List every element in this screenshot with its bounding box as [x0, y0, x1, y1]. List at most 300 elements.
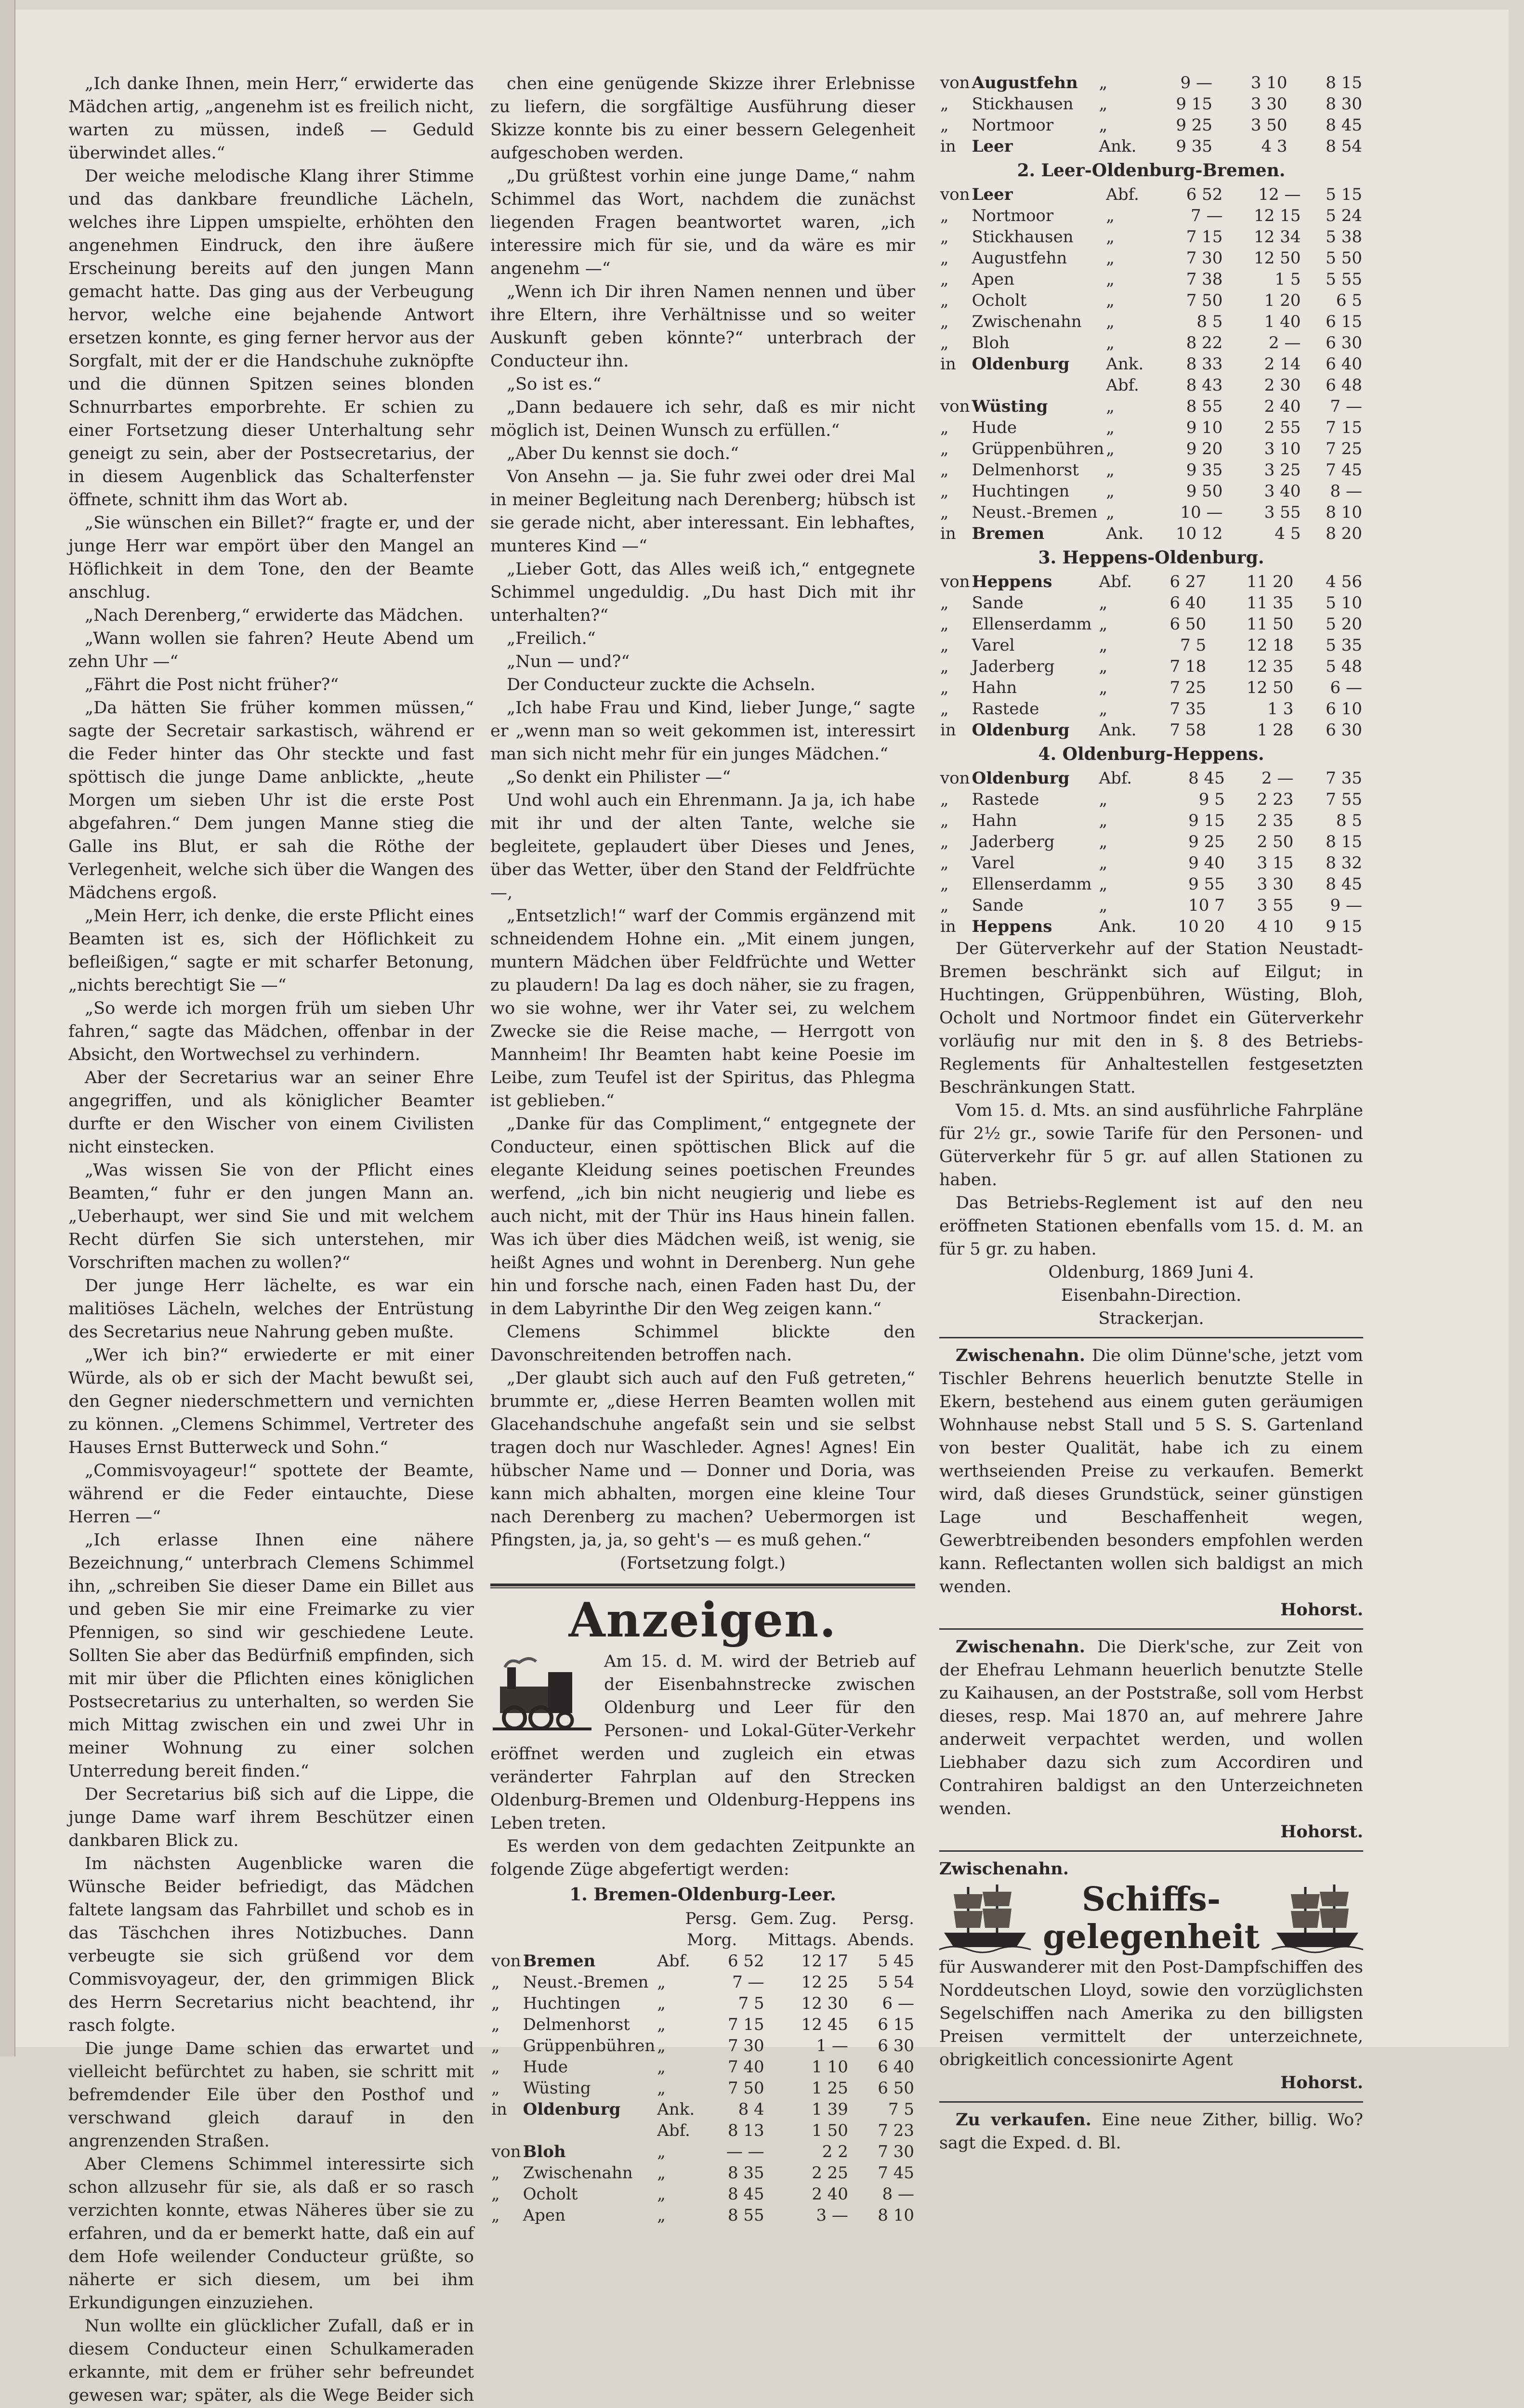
timetable-label: „ [940, 678, 949, 697]
departure-time: 12 18 [1247, 636, 1294, 655]
timetable-label: „ [657, 1994, 666, 2013]
timetable-label: „ [1099, 678, 1108, 697]
timetable-label: Abf. [1106, 376, 1139, 395]
station-name: Apen [972, 270, 1014, 289]
departure-time: 1 28 [1257, 720, 1294, 740]
timetable-label: „ [1106, 227, 1115, 247]
timetable-label: „ [657, 2163, 666, 2183]
departure-time: 7 — [1330, 397, 1362, 416]
departure-time: 8 5 [1196, 312, 1223, 331]
departure-time: 9 15 [1326, 917, 1362, 936]
departure-time: 6 15 [1326, 312, 1362, 331]
station-name: Neust.-Bremen [523, 1973, 649, 1992]
departure-time: 7 50 [1186, 291, 1223, 310]
departure-time: 9 35 [1176, 137, 1213, 156]
departure-time: 6 30 [1326, 720, 1362, 740]
story-paragraph: Der junge Herr lächelte, es war ein malitiöses Lächeln, welches der Entrüstung des Secretarius neue Nahrung geben mußte. [68, 1276, 474, 1342]
departure-time: 7 23 [878, 2121, 914, 2140]
station-name: Zwischenahn [972, 312, 1082, 331]
departure-time: 6 48 [1326, 376, 1362, 395]
timetable-row [939, 852, 1363, 874]
timetable-row [939, 768, 1363, 789]
timetable-1 [490, 1950, 915, 2226]
station-name: Bloh [972, 333, 1010, 353]
departure-time: 12 15 [1254, 206, 1301, 225]
departure-time: 12 30 [801, 1994, 848, 2013]
timetable-label [490, 2120, 522, 2141]
departure-time: 6 15 [878, 2015, 914, 2034]
departure-time: 7 38 [1186, 270, 1223, 289]
departure-time: 1 5 [1274, 270, 1301, 289]
story-paragraph: Nun wollte ein glücklicher Zufall, daß er in diesem Conducteur einen Schulkameraden erkannte, mit dem er früher sehr befreundet gewesen war; später, als die Wege Beider sich [68, 2316, 474, 2405]
timetable-label: „ [940, 503, 949, 522]
departure-time: 3 30 [1250, 94, 1288, 114]
timetable-label: „ [940, 439, 949, 458]
timetable-label: „ [940, 636, 949, 655]
story-paragraph: (Fortsetzung folgt.) [619, 1554, 786, 1573]
timetable-row [939, 571, 1363, 592]
timetable-label: in [940, 524, 956, 543]
departure-time: 1 20 [1264, 291, 1301, 310]
timetable-label: „ [491, 1973, 500, 1992]
departure-time: 10 12 [1176, 524, 1223, 543]
departure-time: 3 10 [1264, 439, 1301, 458]
departure-time: 9 25 [1176, 116, 1213, 135]
station-name: Grüppenbühren [972, 439, 1104, 458]
story-paragraph: „Dann bedauere ich sehr, daß es mir nicht möglich ist, Deinen Wunsch zu erfüllen.“ [490, 398, 915, 440]
departure-time: — — [726, 2142, 764, 2161]
departure-time: 9 50 [1186, 482, 1223, 501]
departure-time: 8 45 [727, 2185, 764, 2204]
departure-time: 11 20 [1247, 572, 1294, 591]
timetable-row [490, 2184, 915, 2205]
story-paragraph: „So werde ich morgen früh um sieben Uhr fahren,“ sagte das Mädchen, offenbar in der Absicht, den Wortwechsel zu verhindern. [68, 999, 474, 1064]
departure-time: 6 52 [727, 1951, 764, 1971]
station-name: Hahn [972, 678, 1017, 697]
departure-time: 4 5 [1274, 524, 1301, 543]
departure-time: 9 — [1330, 896, 1362, 915]
departure-time: 1 50 [812, 2121, 848, 2140]
departure-time: 8 22 [1186, 333, 1223, 353]
timetable-row [939, 417, 1363, 438]
timetable-label: Ank. [1099, 137, 1137, 156]
departure-time: 3 10 [1250, 73, 1288, 92]
section-divider-thin [490, 1587, 915, 1588]
timetable-label: „ [940, 593, 949, 613]
ad-divider [939, 1337, 1363, 1338]
timetable-label: „ [940, 206, 949, 225]
departure-time: 8 45 [1326, 875, 1362, 894]
story-paragraph: „Ich danke Ihnen, mein Herr,“ erwiderte das Mädchen artig, „angenehm ist es freilich nicht, warten zu müssen, indeß — Geduld überwindet alles.“ [68, 74, 474, 163]
timetable-title: 1. Bremen-Oldenburg-Leer. [569, 1885, 836, 1905]
timetable-label: „ [657, 2185, 666, 2204]
timetable-label: „ [1099, 790, 1108, 809]
ad-heading: Zwischenahn. [956, 1346, 1085, 1365]
station-name: Sande [972, 896, 1024, 915]
departure-time: 5 45 [878, 1951, 914, 1971]
timetable-row [939, 874, 1363, 895]
timetable-label: Ank. [1106, 354, 1144, 374]
timetable-label: „ [1106, 482, 1115, 501]
departure-time: 10 7 [1188, 896, 1225, 915]
ad-heading: Zwischenahn. [939, 1859, 1069, 1879]
story-paragraph: Im nächsten Augenblicke waren die Wünsche Beider befriedigt, das Mädchen faltete langsam das Fahrbillet und schob es in das Täschchen ihres Notizbuches. Dann verbeugte sie sich grüßend vor dem Commisvoyageur, der, den grimmigen Blick des Herrn Secretarius nicht beachtend, ihr rasch folgte. [68, 1854, 474, 2035]
timetable-label: „ [491, 1994, 500, 2013]
departure-time: 7 15 [1186, 227, 1223, 247]
timetable-label: von [940, 397, 970, 416]
departure-time: 5 54 [878, 1973, 914, 1992]
story-paragraph: Der weiche melodische Klang ihrer Stimme und das dankbare freundliche Lächeln, welches ihre Lippen umspielte, erhöhten den angenehmen Eindruck, den ihre äußere Erscheinung bereits auf den jungen Mann gemacht hatte. Das ging aus der Verbeugung hervor, welche eine bejahende Antwort ersetzen konnte, es ging ferner hervor aus der Sorgfalt, mit der er die Handschuhe zuknöpfte und die dünnen Spitzen seines blonden Schnurrbartes emporbrehte. Er schien zu einer Fortsetzung dieser Unterhaltung sehr geneigt zu sein, aber der Postsecretarius, der in diesem Augenblick das Schalterfenster öffnete, schnitt ihm das Wort ab. [68, 167, 474, 510]
timetable-label: „ [1099, 832, 1108, 851]
departure-time: 7 25 [1326, 439, 1362, 458]
rail-note: Vom 15. d. Mts. an sind ausführliche Fahrpläne für 2½ gr., sowie Tarife für den Personen- und Güterverkehr für 5 gr. auf allen Stationen zu haben. [939, 1101, 1363, 1190]
station-name: Huchtingen [972, 482, 1070, 501]
timetable-row [939, 677, 1363, 698]
story-paragraph: „Danke für das Compliment,“ entgegnete der Conducteur, einen spöttischen Blick auf die elegante Kleidung seines poetischen Freundes werfend, „ich bin nicht neugierig und liebe es auch nicht, mit der Thür ins Haus hinein fallen. Was ich über dies Mädchen weiß, ist wenig, sie heißt Agnes und wohnt in Derenberg. Nun gehe hin und forsche nach, einen Faden hast Du, der in dem Labyrinthe Dir den Weg zeigen kann.“ [490, 1114, 915, 1319]
story-continuation [490, 72, 915, 1575]
story-paragraph: „So denkt ein Philister —“ [507, 768, 731, 787]
timetable-row [939, 290, 1363, 311]
timetable-label: „ [940, 875, 949, 894]
section-divider [490, 1584, 915, 1586]
timetable-label: „ [1099, 116, 1108, 135]
departure-time: 5 50 [1326, 249, 1362, 268]
departure-time: 7 5 [888, 2100, 914, 2119]
timetable-label: „ [1099, 615, 1108, 634]
departure-time: 2 40 [1264, 397, 1301, 416]
railway-ad-intro: Es werden von dem gedachten Zeitpunkte an folgende Züge abgefertigt werden: [490, 1837, 915, 1879]
story-paragraph: „So ist es.“ [507, 375, 602, 394]
departure-time: 8 20 [1326, 524, 1362, 543]
story-paragraph: „Ich erlasse Ihnen eine nähere Bezeichnung,“ unterbrach Clemens Schimmel ihn, „schreiben Sie dieser Dame ein Billet aus und geben Sie mir eine Freimarke zu vier Pfennigen, so sind wir geschiedene Leute. Sollten Sie aber das Bedürfniß empfinden, sich mit mir über die Pflichten eines königlichen Postsecretarius zu unterhalten, so werden Sie mich Mittag zwischen ein und zwei Uhr in meiner Wohnung zu einer solchen Unterredung bereit finden.“ [68, 1531, 474, 1781]
ad-divider [939, 1628, 1363, 1630]
station-name: Hude [523, 2057, 568, 2077]
timetable-row [939, 115, 1363, 136]
timetable-label: in [940, 917, 956, 936]
departure-time: 2 23 [1257, 790, 1294, 809]
story-paragraph: „Commisvoyageur!“ spottete der Beamte, während er die Feder eintauchte, Diese Herren —“ [68, 1461, 474, 1527]
story-paragraph: „Ich habe Frau und Kind, lieber Junge,“ sagte er „wenn man so weit gekommen ist, interessirt man sich nicht mehr für ein junges Mädchen.“ [490, 698, 915, 764]
timetable-label: „ [491, 2015, 500, 2034]
timetable-label: „ [1106, 503, 1115, 522]
timetable-label: „ [940, 832, 949, 851]
timetable-label: „ [940, 853, 949, 873]
departure-time: 7 — [1190, 206, 1223, 225]
story-paragraph: „Lieber Gott, das Alles weiß ich,“ entgegnete Schimmel ungeduldig. „Du hast Dich mit ihr unterhalten?“ [490, 560, 915, 625]
departure-time: 7 55 [1326, 790, 1362, 809]
departure-time: 7 15 [727, 2015, 764, 2034]
departure-time: 5 20 [1326, 615, 1362, 634]
timetable-label: „ [940, 291, 949, 310]
departure-time: 8 32 [1326, 853, 1362, 873]
departure-time: 8 33 [1186, 354, 1223, 374]
station-name: Zwischenahn [523, 2163, 633, 2183]
departure-time: 3 25 [1264, 460, 1301, 480]
timetable-label: „ [657, 2142, 666, 2161]
timetable-label: Ank. [657, 2100, 695, 2119]
station-name: Oldenburg [972, 769, 1070, 788]
departure-time: 11 35 [1247, 593, 1294, 613]
timetable-title: 3. Heppens-Oldenburg. [1038, 548, 1264, 568]
timetable-4 [939, 768, 1363, 937]
timetable-label: Abf. [1099, 572, 1132, 591]
story-paragraph: „Entsetzlich!“ warf der Commis ergänzend mit schneidendem Hohne ein. „Mit einem jungen, muntern Mädchen über Feldfrüchte und Wetter zu plaudern! Da lag es doch näher, sie zu fragen, wo sie wohne, wer ihr Vater sei, zu welchem Zwecke sie die Reise mache, — Herrgott von Mannheim! Ihr Beamten habt keine Poesie im Leibe, zum Teufel ist der Spiritus, das Phlegma ist geblieben.“ [490, 906, 915, 1111]
rail-signature-org: Eisenbahn-Direction. [1061, 1286, 1242, 1305]
story-paragraph: Die junge Dame schien das erwartet und vielleicht befürchtet zu haben, sie schritt mit befremdender Eile über den Posthof und verschwand gleich darauf in den angrenzenden Straßen. [68, 2039, 474, 2151]
departure-time: 5 55 [1326, 270, 1362, 289]
timetable-row [939, 895, 1363, 916]
timetable-label: „ [1106, 206, 1115, 225]
ship-ad [939, 1858, 1363, 2094]
departure-time: 6 52 [1186, 185, 1223, 204]
timetable-label: „ [657, 2206, 666, 2225]
station-name: Hahn [972, 811, 1017, 830]
story-paragraph: Und wohl auch ein Ehrenmann. Ja ja, ich habe mit ihr und der alten Tante, welche sie begleitete, geplaudert über Dieses und Jenes, über das Wetter, über den Stand der Feldfrüchte —, [490, 791, 915, 903]
timetable-label: „ [491, 2206, 500, 2225]
timetable-row [939, 269, 1363, 290]
story-paragraph: Von Ansehn — ja. Sie fuhr zwei oder drei Mal in meiner Begleitung nach Derenberg; hübsch ist sie gerade nicht, aber interessant. Ein lebhaftes, munteres Kind —“ [490, 467, 915, 556]
departure-time: 12 45 [801, 2015, 848, 2034]
station-name: Rastede [972, 699, 1039, 719]
timetable-label: „ [940, 333, 949, 353]
rail-signature-name: Strackerjan. [1098, 1309, 1204, 1328]
story-paragraph: „Fährt die Post nicht früher?“ [85, 675, 339, 694]
timetable-row [490, 2205, 915, 2226]
station-name: Ellenserdamm [972, 875, 1092, 894]
story-paragraph: „Der glaubt sich auch auf den Fuß getreten,“ brummte er, „diese Herren Beamten wollen mit Glacehandschuhe angefaßt sein und sie selbst tragen doch nur Waschleder. Agnes! Agnes! Ein hübscher Name und — Donner und Doria, was kann mich abhalten, morgen eine kleine Tour nach Derenberg zu machen? Uebermorgen ist Pfingsten, ja, ja, so geht's — es muß gehen.“ [490, 1369, 915, 1550]
story-paragraph: „Wann wollen sie fahren? Heute Abend um zehn Uhr —“ [68, 629, 474, 671]
timetable-label: „ [940, 615, 949, 634]
timetable-label: „ [940, 699, 949, 719]
departure-time: 6 40 [878, 2057, 914, 2077]
timetable-label: „ [657, 2036, 666, 2055]
timetable-label: „ [1106, 397, 1115, 416]
story-paragraph: „Sie wünschen ein Billet?“ fragte er, und der junge Herr war empört über den Mangel an Höflichkeit in dem Tone, den der Beamte anschlug. [68, 513, 474, 602]
departure-time: 6 40 [1326, 354, 1362, 374]
departure-time: 8 — [1330, 482, 1362, 501]
timetable-row [939, 375, 1363, 396]
departure-time: 5 10 [1326, 593, 1362, 613]
departure-time: 9 40 [1188, 853, 1225, 873]
ship-ad-title-row [939, 1881, 1363, 1956]
departure-time: 1 39 [812, 2100, 848, 2119]
timetable-label: „ [657, 2079, 666, 2098]
departure-time: 5 24 [1326, 206, 1362, 225]
timetable-label: „ [1099, 94, 1108, 114]
story-paragraph: „Aber Du kennst sie doch.“ [507, 444, 739, 463]
departure-time: 7 5 [1180, 636, 1207, 655]
timetable-label: „ [1099, 853, 1108, 873]
timetable-row [939, 136, 1363, 157]
timetable-2 [939, 184, 1363, 544]
story-paragraph: Aber Clemens Schimmel interessirte sich schon allzusehr für sie, als daß er so rasch verzichten konnte, etwas Näheres über sie zu erfahren, und da er bemerkt hatte, daß ein auf dem Hofe weilender Conducteur grüßte, so näherte er sich diesem, um bei ihm Erkundigungen einzuziehen. [68, 2155, 474, 2313]
departure-time: 12 34 [1254, 227, 1301, 247]
departure-time: 7 45 [1326, 460, 1362, 480]
station-name: Bremen [972, 524, 1045, 543]
ad-text: Die Dierk'sche, zur Zeit von der Ehefrau Lehmann heuerlich benutzte Stelle zu Kaihausen, an der Poststraße, soll vom Herbst dieses, resp. Mai 1870 an, auf mehrere Jahre anderweit verpachtet werden, und wollen Liebhaber dazu sich zum Accordiren und Contrahiren baldigst an den Unterzeichneten wenden. [939, 1637, 1363, 1819]
timetable-label: in [940, 137, 956, 156]
departure-time: 2 35 [1257, 811, 1294, 830]
timetable-label: Abf. [1106, 185, 1139, 204]
timetable-row [939, 481, 1363, 502]
timetable-label: von [940, 769, 970, 788]
timetable-label: Abf. [1099, 769, 1132, 788]
departure-time: 2 40 [812, 2185, 848, 2204]
ads-heading: Anzeigen. [568, 1593, 837, 1648]
departure-time: 8 54 [1326, 137, 1362, 156]
station-name: Varel [972, 636, 1015, 655]
departure-time: 8 55 [1186, 397, 1223, 416]
timetable-label: „ [940, 811, 949, 830]
departure-time: 3 40 [1264, 482, 1301, 501]
station-name: Oldenburg [972, 354, 1070, 374]
story-paragraph: „Wer ich bin?“ erwiederte er mit einer Würde, als ob er sich der Macht bewußt sei, den Gegner niederschmettern und vernichten zu können. „Clemens Schimmel, Vertreter des Hauses Ernst Butterweck und Sohn.“ [68, 1346, 474, 1457]
departure-time: 6 5 [1336, 291, 1362, 310]
station-name: Huchtingen [523, 1994, 621, 2013]
timetable-row [490, 2141, 915, 2162]
timetable-row [939, 831, 1363, 852]
timetable-label: „ [940, 482, 949, 501]
departure-time: 6 10 [1326, 699, 1362, 719]
departure-time: 7 30 [727, 2036, 764, 2055]
ship-title-line-2: gelegenheit [1042, 1918, 1260, 1956]
departure-time: 7 18 [1169, 657, 1207, 676]
timetable-label: in [940, 354, 956, 374]
station-name: Apen [523, 2206, 565, 2225]
timetable-label: „ [657, 1973, 666, 1992]
station-name: Heppens [972, 572, 1052, 591]
station-name: Bremen [523, 1951, 596, 1971]
ad-signature: Hohorst. [1280, 1822, 1363, 1842]
departure-time: 11 50 [1247, 615, 1294, 634]
station-name: Jaderberg [972, 657, 1055, 676]
departure-time: 8 15 [1326, 832, 1362, 851]
departure-time: 5 38 [1326, 227, 1362, 247]
timetable-title: 2. Leer-Oldenburg-Bremen. [1017, 160, 1286, 181]
ad-signature: Hohorst. [1280, 2073, 1363, 2093]
timetable-row [939, 332, 1363, 353]
departure-time: 4 56 [1326, 572, 1362, 591]
timetable-row [939, 592, 1363, 614]
story-paragraph: „Wenn ich Dir ihren Namen nennen und über ihre Eltern, ihre Verhältnisse und so weiter Auskunft geben könnte?“ unterbrach der Conducteur ihn. [490, 282, 915, 371]
departure-time: 4 3 [1261, 137, 1288, 156]
timetable-row [939, 789, 1363, 810]
timetable-label: „ [940, 116, 949, 135]
timetable-row [939, 635, 1363, 656]
departure-time: 2 55 [1264, 418, 1301, 437]
timetable-row [490, 2014, 915, 2035]
departure-time: 12 — [1258, 185, 1301, 204]
station-name [522, 2120, 657, 2141]
timetable-label: in [491, 2100, 507, 2119]
story-paragraph: Clemens Schimmel blickte den Davonschreitenden betroffen nach. [490, 1322, 915, 1365]
departure-time: 6 50 [878, 2079, 914, 2098]
departure-time: 8 35 [727, 2163, 764, 2183]
departure-time: 8 4 [738, 2100, 764, 2119]
timetable-label: „ [1106, 460, 1115, 480]
timetable-row [939, 205, 1363, 226]
railway-ad-text: Am 15. d. M. wird der Betrieb auf der Eisenbahnstrecke zwischen Oldenburg und Leer für den Personen- und Lokal-Güter-Verkehr eröffnet werden und zugleich ein etwas veränderter Fahrplan auf den Strecken Oldenburg-Bremen und Oldenburg-Heppens ins Leben treten. [490, 1652, 915, 1833]
timetable-label: Ank. [1106, 524, 1144, 543]
timetable-label: „ [1106, 439, 1115, 458]
timetable-label: „ [940, 249, 949, 268]
timetable-row [939, 916, 1363, 937]
timetable-label: „ [1106, 312, 1115, 331]
departure-time: 6 — [1330, 678, 1362, 697]
departure-time: 7 30 [1186, 249, 1223, 268]
timetable-label: „ [491, 2185, 500, 2204]
timetable-row [490, 2078, 915, 2099]
timetable-label: „ [1106, 333, 1115, 353]
departure-time: 8 45 [1326, 116, 1362, 135]
station-name [971, 375, 1105, 396]
departure-time: 8 13 [727, 2121, 764, 2140]
departure-time: 7 30 [878, 2142, 914, 2161]
col-header: Mittags. [767, 1930, 837, 1950]
departure-time: 1 — [816, 2036, 848, 2055]
timetable-row [939, 438, 1363, 459]
timetable-label: „ [940, 94, 949, 114]
departure-time: 7 50 [727, 2079, 764, 2098]
station-name: Hude [972, 418, 1017, 437]
timetable-row [939, 523, 1363, 544]
station-name: Wüsting [972, 397, 1048, 416]
page-edge [0, 0, 15, 2056]
timetable-label: „ [940, 312, 949, 331]
departure-time: 4 10 [1257, 917, 1294, 936]
departure-time: 12 50 [1254, 249, 1301, 268]
station-name: Nortmoor [972, 206, 1054, 225]
timetable-label: von [491, 1951, 521, 1971]
story-paragraph: chen eine genügende Skizze ihrer Erlebnisse zu liefern, die sorgfältige Ausführung dieser Skizze konnte bis zu einer bessern Gelegenheit aufgeschoben werden. [490, 74, 915, 163]
timetable-label: von [940, 185, 970, 204]
timetable-label: „ [1099, 699, 1108, 719]
col-header: Abends. [847, 1930, 914, 1950]
ad-divider [939, 1850, 1363, 1852]
timetable-header [490, 1908, 915, 1950]
station-name: Stickhausen [972, 94, 1074, 114]
timetable-row [939, 311, 1363, 332]
col-header: Persg. [862, 1909, 914, 1928]
timetable-label: von [491, 2142, 521, 2161]
timetable-label: „ [1099, 896, 1108, 915]
timetable-label: „ [1106, 291, 1115, 310]
locomotive-icon [490, 1653, 596, 1735]
station-name: Wüsting [523, 2079, 591, 2098]
departure-time: 8 45 [1188, 769, 1225, 788]
departure-time: 1 40 [1264, 312, 1301, 331]
rail-note: Der Güterverkehr auf der Station Neustadt-Bremen beschränkt sich auf Eilgut; in Huchtingen, Grüppenbühren, Wüsting, Bloh, Ocholt und Nortmoor findet ein Güterverkehr vorläufig nur mit den in §. 8 des Betriebs-Reglements für Anhaltestellen festgesetzten Beschränkungen Statt. [939, 939, 1363, 1097]
timetable-label: Abf. [657, 2121, 690, 2140]
story-paragraph: „Du grüßtest vorhin eine junge Dame,“ nahm Schimmel das Wort, nachdem die zunächst liegenden Fragen beantwortet waren, „ich interessire mich für sie, und da wäre es mir angenehm —“ [490, 167, 915, 278]
departure-time: 3 50 [1250, 116, 1288, 135]
timetable-label: „ [1106, 270, 1115, 289]
story-paragraph: „Freilich.“ [507, 629, 596, 648]
departure-time: 12 25 [801, 1973, 848, 1992]
timetable-row [939, 698, 1363, 720]
departure-time: 3 55 [1264, 503, 1301, 522]
station-name: Sande [972, 593, 1024, 613]
timetable-1-cont [939, 72, 1363, 157]
timetable-row [490, 2035, 915, 2056]
ad-divider [939, 2101, 1363, 2103]
timetable-row [939, 459, 1363, 481]
timetable-row [490, 2056, 915, 2078]
departure-time: 8 15 [1326, 73, 1362, 92]
timetable-label: Ank. [1099, 720, 1137, 740]
departure-time: 10 — [1180, 503, 1223, 522]
station-name: Oldenburg [972, 720, 1070, 740]
